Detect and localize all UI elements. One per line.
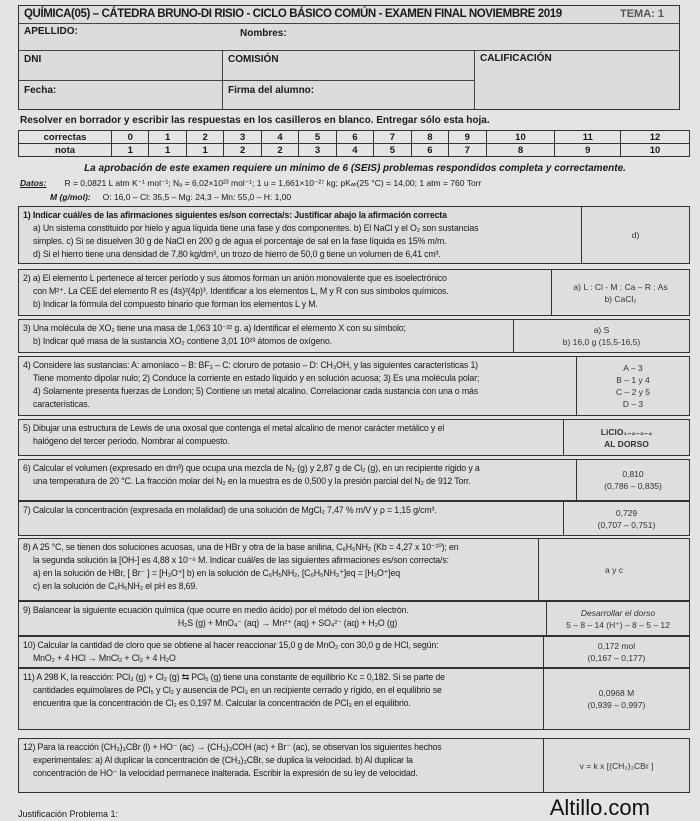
nombres-field[interactable]: Nombres: <box>240 28 287 39</box>
answer-text: 0,729 <box>615 507 638 518</box>
question-text <box>19 207 581 263</box>
question-text <box>19 502 563 535</box>
answer-text: AL DORSO <box>604 438 649 449</box>
answer-box[interactable] <box>551 270 689 315</box>
answer-text: 5 – 8 – 14 (H⁺) – 8 – 5 – 12 <box>566 619 670 630</box>
grade-cell: 1 <box>149 144 186 157</box>
answer-text: (0,786 – 0,835) <box>604 481 662 491</box>
grade-cell: 12 <box>621 131 690 144</box>
answer-box[interactable] <box>563 420 689 455</box>
grade-cell: 11 <box>555 131 621 144</box>
exam-title: QUÍMICA(05) – CÁTEDRA BRUNO-DI RISIO - CICLO BÁSICO COMÚN - EXAMEN FINAL NOVIEMBRE 2019 <box>24 8 562 20</box>
question-line: 4) Considere las sustancias: A: amoníaco – B: BF₃ – C: cloruro de potasio – D: CH₃OH, y las siguientes características 1) <box>23 360 478 370</box>
question-line: 2) a) El elemento L pertenece al tercer período y sus átomos forman un anión monovalente que es isoelectrónico <box>23 273 447 283</box>
instructions: Resolver en borrador y escribir las respuestas en los casilleros en blanco. Entregar sólo esta hoja. <box>20 115 490 126</box>
grade-cell: 5 <box>299 131 336 144</box>
question-2 <box>18 269 690 316</box>
question-line: cantidades equimolares de PCl₅ y Cl₂ y ausencia de PCl₃ en un recipiente cerrado y rígido, en el equilibrio se <box>33 685 442 695</box>
answer-text: 0,810 <box>622 469 644 479</box>
answer-text: d) <box>631 230 640 240</box>
question-line: 1) Indicar cuál/es de las afirmaciones siguientes es/son correcta/s: Justificar abajo la afirmación correcta <box>23 210 447 220</box>
question-line: c) en la solución de C₆H₅NH₂ el pH es 8,69. <box>33 581 198 591</box>
table-row <box>19 131 690 144</box>
question-line: 9) Balancear la siguiente ecuación química (que ocurre en medio ácido) por el método del ion electrón. <box>23 605 409 615</box>
grade-cell: 2 <box>261 144 298 157</box>
grade-cell: 6 <box>411 144 448 157</box>
grade-cell: 8 <box>411 131 448 144</box>
question-11 <box>18 668 690 730</box>
answer-text: a) S <box>593 325 610 335</box>
question-line: características. <box>33 399 90 409</box>
question-line: simples. c) Si se disuelven 30 g de NaCl en 200 g de agua el porcentaje de sal en la fase líquida es 15% m/m. <box>33 236 447 246</box>
grade-cell: 6 <box>336 131 373 144</box>
question-1 <box>18 206 690 264</box>
approval-note: La aprobación de este examen requiere un mínimo de 6 (SEIS) problemas respondidos completa y correctamente. <box>84 163 626 174</box>
grade-cell: 2 <box>186 131 223 144</box>
question-text <box>19 460 576 500</box>
answer-box[interactable] <box>543 637 689 667</box>
masses-label: M (g/mol): <box>50 192 91 202</box>
question-line: con M²⁺. La CEE del elemento R es (4s)²(4p)³. Identificar a los elementos L, M y R con sus símbolos químicos. <box>33 286 449 296</box>
answer-box[interactable] <box>576 357 689 415</box>
watermark: Altillo.com <box>549 795 650 820</box>
question-text <box>19 669 543 729</box>
answer-text: C – 2 y 5 <box>615 387 651 397</box>
data-constants <box>20 178 481 189</box>
answer-box[interactable] <box>538 539 689 600</box>
question-5 <box>18 419 690 456</box>
justification-label: Justificación Problema 1: <box>18 809 119 819</box>
grade-cell: 2 <box>224 144 261 157</box>
question-9 <box>18 601 690 636</box>
question-line: 3) Una molécula de XO₂ tiene una masa de 1,063 10⁻²² g. a) Identificar el elemento X con su símbolo; <box>23 323 406 333</box>
question-line: 7) Calcular la concentración (expresada en molalidad) de una solución de MgCl₂ 7,47 % m/V y ρ = 1,15 g/cm³. <box>23 505 437 515</box>
comision-field[interactable]: COMISIÓN <box>228 54 279 65</box>
question-line: 12) Para la reacción (CH₃)₃CBr (l) + HO⁻ (ac) → (CH₃)₃COH (ac) + Br⁻ (ac), se observan los siguientes hechos <box>23 742 442 752</box>
grade-cell: 4 <box>261 131 298 144</box>
answer-text: (0,167 – 0,177) <box>587 653 646 663</box>
question-line: 8) A 25 °C, se tienen dos soluciones acuosas, una de HBr y otra de la base anilina, C₆H₅NH₂ (Kb = 4,27 x 10⁻¹⁰); en <box>23 542 459 552</box>
answer-box[interactable] <box>546 602 689 635</box>
grade-cell: 1 <box>112 144 149 157</box>
grades-table <box>18 130 690 157</box>
answer-text: LiClO₁₋₂₋₃₋₄ <box>600 426 653 437</box>
question-text <box>19 539 538 600</box>
question-line: la segunda solución la [OH-] es 4,88 x 10⁻⁶ M. Indicar cuál/es de las siguientes afirmaciones es/son correcta/s: <box>33 555 449 565</box>
question-line: 11) A 298 K, la reacción: PCl₃ (g) + Cl₂ (g) ⇆ PCl₅ (g) tiene una constante de equilibrio Kc = 0,182. Si se parte de <box>23 672 445 682</box>
answer-box[interactable] <box>563 502 689 535</box>
question-line: halógeno del tercer período. Nombrar al compuesto. <box>33 436 230 446</box>
row-header: nota <box>19 144 112 157</box>
question-12 <box>18 738 690 793</box>
datos-label: Datos: <box>20 178 47 188</box>
answer-text: 0,0968 M <box>598 688 635 698</box>
row-header: correctas <box>19 131 112 144</box>
grade-cell: 5 <box>374 144 411 157</box>
answer-text: (0,707 – 0,751) <box>597 519 656 530</box>
grade-cell: 4 <box>336 144 373 157</box>
answer-text: A – 3 <box>623 363 643 373</box>
question-10 <box>18 636 690 668</box>
apellido-field[interactable]: APELLIDO: <box>24 26 78 37</box>
fecha-field[interactable]: Fecha: <box>24 85 57 96</box>
question-line: 10) Calcular la cantidad de cloro que se obtiene al hacer reaccionar 15,0 g de MnO₂ con 30,0 g de HCl, según: <box>23 640 439 650</box>
question-6 <box>18 459 690 501</box>
answer-text: b) CaCl₂ <box>604 293 637 304</box>
grade-cell: 10 <box>621 144 690 157</box>
question-line: 4) Solamente presenta fuerzas de London; 5) Contiene un metal alcalino. Correlacionar cada sustancia con una o más <box>33 386 479 396</box>
questions-list <box>18 206 690 821</box>
question-text <box>19 320 513 352</box>
question-line: 6) Calcular el volumen (expresado en dm³) que ocupa una mezcla de N₂ (g) y 2,87 g de Cl₂ (g), en un recipiente rígido y a <box>23 463 480 473</box>
question-line: H₂S (g) + MnO₄⁻ (aq) → Mn²⁺ (aq) + SO₄²⁻ (aq) + H₂O (g) <box>177 618 398 628</box>
divider <box>18 50 680 51</box>
question-text <box>19 270 551 315</box>
calificacion-field[interactable]: CALIFICACIÓN <box>480 53 552 64</box>
question-line: encuentra que la concentración de Cl₂ es 0,197 M. Calcular la concentración de PCl₃ en el equilibrio. <box>33 698 411 708</box>
grade-cell: 3 <box>224 131 261 144</box>
question-line: a) en la solución de HBr, [ Br⁻ ] = [H₃O⁺] b) en la solución de C₆H₅NH₂, [C₆H₅NH₃⁺]eq = [H₃O⁺]eq <box>33 568 400 578</box>
question-4 <box>18 356 690 416</box>
question-line: Tiene momento dipolar nulo; 2) Conduce la corriente en estado líquido y en solución acuosa; 3) Es una molécula polar; <box>33 373 480 383</box>
answer-box[interactable] <box>581 207 689 263</box>
grade-cell: 7 <box>449 144 486 157</box>
question-line: a) Un sistema constituido por hielo y agua líquida tiene una fase y dos componentes. b) El NaCl y el O₂ son sustancias <box>33 223 479 233</box>
question-line: b) Indicar la fórmula del compuesto binario que forman los elementos L y M. <box>33 299 318 309</box>
answer-text: D – 3 <box>622 399 644 409</box>
molar-masses <box>50 192 291 202</box>
question-text <box>19 637 543 667</box>
masses-text: O: 16,0 – Cl: 35,5 – Mg: 24,3 – Mn: 55,0 – H: 1,00 <box>102 192 292 202</box>
student-info-header <box>18 5 680 110</box>
constants-text: R = 0,0821 L atm K⁻¹ mol⁻¹; Nₐ = 6,02×10²³ mol⁻¹; 1 u = 1,661×10⁻²⁷ kg; pK𝓌(25 °C) = 14,00; 1 atm = 760 Torr <box>64 178 482 188</box>
grade-cell: 9 <box>555 144 621 157</box>
dni-field[interactable]: DNI <box>24 54 42 65</box>
question-line: d) Si el hierro tiene una densidad de 7,80 kg/dm³, un trozo de hierro de 50,0 g tiene un volumen de 6,41 cm³. <box>33 249 441 259</box>
question-text <box>19 602 546 635</box>
answer-text: v = k x [(CH₃)₃CBr ] <box>579 760 654 771</box>
divider <box>474 50 475 110</box>
answer-text: b) 16,0 g (15,5-16,5) <box>562 337 641 347</box>
answer-text: (0,939 – 0,997) <box>587 700 646 710</box>
question-text <box>19 357 576 415</box>
answer-text: B – 1 y 4 <box>616 375 650 385</box>
question-3 <box>18 319 690 353</box>
footer <box>18 795 690 821</box>
answer-text: a y c <box>605 564 623 575</box>
grade-cell: 1 <box>186 144 223 157</box>
answer-box[interactable] <box>543 739 689 792</box>
question-line: una temperatura de 20 °C. La fracción molar del N₂ en la muestra es de 0,500 y la presión parcial del N₂ de 912 Torr. <box>33 476 471 486</box>
question-8 <box>18 538 690 601</box>
grade-cell: 7 <box>374 131 411 144</box>
question-text <box>19 739 543 792</box>
question-7 <box>18 501 690 536</box>
answer-text: 0,172 mol <box>597 641 636 651</box>
answer-text: Desarrollar el dorso <box>580 607 656 618</box>
divider <box>18 80 474 81</box>
firma-field[interactable]: Firma del alumno: <box>228 85 315 96</box>
answer-text: a) L : Cl - M : Ca – R : As <box>573 281 668 292</box>
question-line: concentración de HO⁻ la velocidad permanece inalterada. Escribir la expresión de su ley de velocidad. <box>33 768 418 778</box>
question-line: MnO₂ + 4 HCl → MnCl₂ + Cl₂ + 4 H₂O <box>33 653 176 663</box>
question-line: b) Indicar qué masa de la sustancia XO₂ contiene 3,01 10²³ átomos de oxígeno. <box>33 336 332 346</box>
tema-label: TEMA: 1 <box>620 8 664 20</box>
grade-cell: 1 <box>149 131 186 144</box>
answer-box[interactable] <box>513 320 689 352</box>
question-text <box>19 420 563 455</box>
answer-box[interactable] <box>576 460 689 500</box>
question-line: 5) Dibujar una estructura de Lewis de una oxosal que contenga el metal alcalino de menor carácter metálico y el <box>23 423 444 433</box>
grade-cell: 9 <box>449 131 486 144</box>
grade-cell: 3 <box>299 144 336 157</box>
question-line: experimentales: a) Al duplicar la concentración de (CH₃)₃CBr, se duplica la velocidad. b) Al duplicar la <box>33 755 413 765</box>
grade-cell: 8 <box>486 144 555 157</box>
answer-box[interactable] <box>543 669 689 729</box>
grade-cell: 0 <box>112 131 149 144</box>
table-row <box>19 144 690 157</box>
divider <box>18 23 680 24</box>
grade-cell: 10 <box>486 131 555 144</box>
